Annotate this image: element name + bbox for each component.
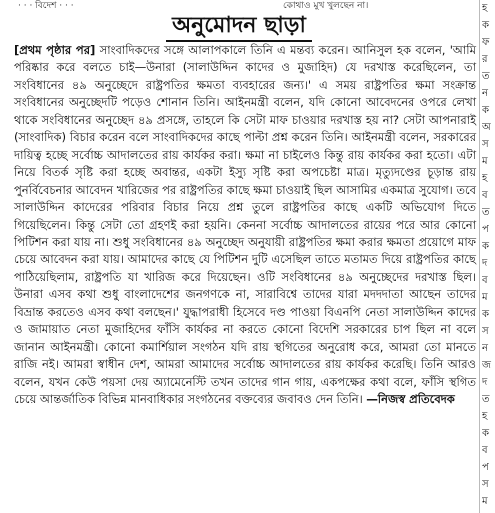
adjacent-column-glyph: অ xyxy=(482,122,491,133)
adjacent-column-glyph: ন xyxy=(482,343,488,354)
adjacent-column-glyph: ক xyxy=(482,20,489,31)
adjacent-column-glyph: ম xyxy=(482,496,488,507)
adjacent-column-glyph: ক xyxy=(482,105,489,116)
article-body xyxy=(14,42,476,409)
adjacent-column-glyph: ম xyxy=(482,292,488,303)
adjacent-column-glyph: ম xyxy=(482,156,488,167)
adjacent-column-fragment xyxy=(482,0,495,513)
article-headline: অনুমোদন ছাড়া xyxy=(172,12,306,38)
previous-article-text-right: কোথাও মুখ খুলছেন না। xyxy=(283,1,369,11)
adjacent-column-glyph: হ xyxy=(482,173,488,184)
adjacent-column-glyph: হ xyxy=(482,3,488,14)
adjacent-column-glyph: দ xyxy=(482,377,488,388)
adjacent-column-glyph: ন xyxy=(482,88,488,99)
article-paragraph xyxy=(14,42,476,409)
adjacent-column-glyph: প xyxy=(482,224,489,235)
adjacent-column-glyph: ক xyxy=(482,428,489,439)
column-divider xyxy=(479,0,480,513)
adjacent-column-glyph: ব xyxy=(482,190,488,201)
adjacent-column-glyph: ক xyxy=(482,309,489,320)
adjacent-column-glyph: ক xyxy=(482,241,489,252)
adjacent-column-glyph: স xyxy=(482,139,489,150)
adjacent-column-glyph: প xyxy=(482,462,489,473)
article-text: সাংবাদিকদের সঙ্গে আলাপকালে তিনি এ মন্তব্য করেন। আনিসুল হক বলেন, 'আমি পরিষ্কার করে বলতে চাই—উনারা (সালাউদ্দিন কাদের ও মুজাহিদ) যে দরখাস্ত করেছিলেন, তা সংবিধানের ৪৯ অনুচ্ছেদে রাষ্ট্রপতির ক্ষমতা ব্যবহারের জন্য।' এ সময় রাষ্ট্রপতির ক্ষমা সংক্রান্ত সংবিধানের অনুচ্ছেদটি পড়েও শোনান তিনি। আইনমন্ত্রী বলেন, যদি কোনো আবেদনের ওপরে লেখা থাকে সংবিধানের অনুচ্ছেদ ৪৯ প্রসঙ্গে, তাহলে কি সেটা মাফ চাওয়ার দরখাস্ত হয় না? সেটা আপনারাই (সাংবাদিক) বিচার করেন বলে সাংবাদিকদের কাছে পাল্টা প্রশ্ন করেন তিনি। আইনমন্ত্রী বলেন, সরকারের দায়িত্ব হচ্ছে সর্বোচ্চ আদালতের রায় কার্যকর করা। ক্ষমা না চাইলেও কিন্তু রায় কার্যকর করা হতো। এটা নিয়ে বিতর্ক সৃষ্টি করা হচ্ছে অবান্তর, একটা ইস্যু সৃষ্টি করা অপচেষ্টা মাত্র। মৃত্যুদণ্ডের চূড়ান্ত রায় পুনর্বিবেচনার আবেদন খারিজের পর রাষ্ট্রপতির কাছে ক্ষমা চাওয়াই ছিল আসামির একমাত্র সুযোগ। তবে সালাউদ্দিন কাদেরের পরিবার বিচার নিয়ে প্রশ্ন তুলে রাষ্ট্রপতির কাছে একটি অভিযোগ দিতে গিয়েছিলেন। কিন্তু সেটা তো গ্রহণই করা হয়নি। কেননা সর্বোচ্চ আদালতের রায়ের পরে আর কোনো পিটিশন করা যায় না। শুধু সংবিধানের ৪৯ অনুচ্ছেদ অনুযায়ী রাষ্ট্রপতির ক্ষমা করার ক্ষমতা প্রয়োগে মাফ চেয়ে আবেদন করা যায়। আমাদের কাছে যে পিটিশন দুটি এসেছিল তাতে মতামত দিয়ে রাষ্ট্রপতির কাছে পাঠিয়েছিলাম, রাষ্ট্রপতি যা খারিজ করে দিয়েছেন। ওটি সংবিধানের ৪৯ অনুচ্ছেদের দরখাস্ত ছিল। উনারা এসব কথা শুধু বাংলাদেশের জনগণকে না, সারাবিশ্বে তাদের যারা মদদদাতা আছেন তাদের বিভ্রান্ত করতেও এসব কথা বলছেন।' যুদ্ধাপরাধী হিসেবে দণ্ড পাওয়া বিএনপি নেতা সালাউদ্দিন কাদের ও জামায়াত নেতা মুজাহিদের ফাঁসি কার্যকর না করতে কোনো বিদেশি সরকারের চাপ ছিল না বলে জানান আইনমন্ত্রী। কোনো কমার্শিয়াল সংগঠন যদি রায় স্থগিতের অনুরোধ করে, আমরা তো মানতে রাজি নই। আমরা স্বাধীন দেশ, আমরা আমাদের সর্বোচ্চ আদালতের রায় কার্যকর করেছি। তিনি আরও বলেন, যখন কেউ পয়সা দেয় অ্যামেনেস্টি তখন তাদের গান গায়, একপক্ষের কথা বলে, ফাঁসি স্থগিত চেয়ে আন্তর্জাতিক বিভিন্ন মানবাধিকার সংগঠনের বক্তব্যের জবাবও দেন তিনি। xyxy=(14,43,476,407)
adjacent-column-glyph: হ xyxy=(482,411,488,422)
adjacent-column-glyph: ত xyxy=(482,207,490,218)
adjacent-column-glyph: দ xyxy=(482,258,488,269)
adjacent-column-glyph: স xyxy=(482,326,489,337)
byline: —নিজস্ব প্রতিবেদক xyxy=(366,392,455,407)
adjacent-column-glyph: জ xyxy=(482,360,491,371)
adjacent-column-glyph: র xyxy=(482,54,488,65)
adjacent-column-glyph: ব xyxy=(482,445,488,456)
adjacent-column-glyph: ত xyxy=(482,71,490,82)
adjacent-column-glyph: স xyxy=(482,479,489,490)
previous-article-text-left: · · · বিদেশ · · · xyxy=(18,1,74,11)
previous-article-strip xyxy=(0,0,480,12)
continuation-prefix: [প্রথম পৃষ্ঠার পর] xyxy=(14,43,96,57)
adjacent-column-glyph: ত xyxy=(482,394,490,405)
adjacent-column-glyph: ব xyxy=(482,275,488,286)
adjacent-column-glyph: ফ xyxy=(482,37,490,48)
